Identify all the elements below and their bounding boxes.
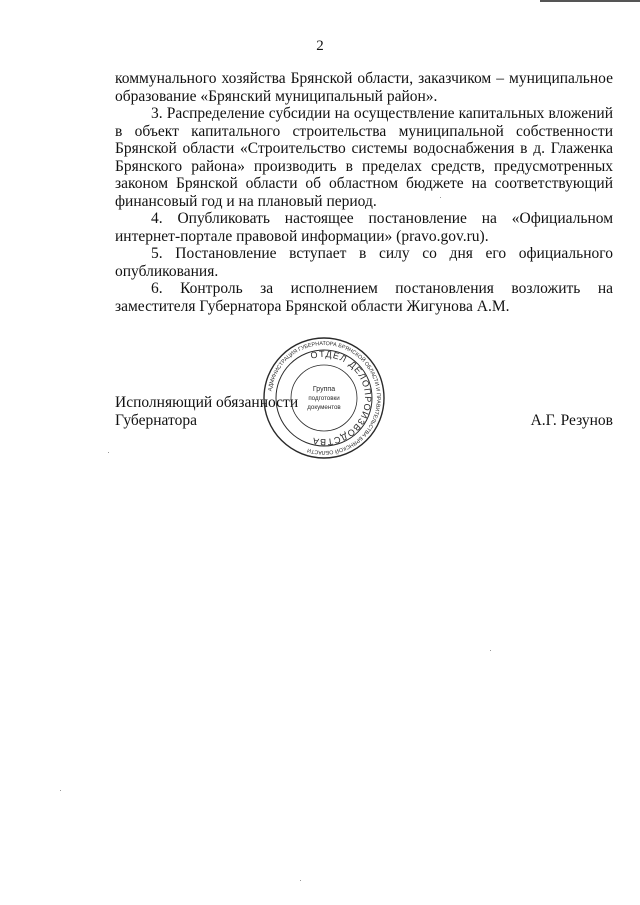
stamp-center-line2: подготовки [308,395,340,402]
document-body [115,70,613,315]
scan-speck [60,790,61,791]
stamp-center-line3: документов [307,404,341,411]
stamp-ring-text: ОТДЕЛ ДЕЛОПРОИЗВОДСТВА [309,348,374,448]
scan-speck [440,197,441,198]
top-edge-rule [540,0,640,2]
paragraph-continuation: коммунального хозяйства Брянской области, заказчиком – муниципальное образование «Брянский муниципальный район». [115,70,613,105]
signatory-position-line2: Губернатора [115,411,197,429]
paragraph-6: 6. Контроль за исполнением постановления возложить на заместителя Губернатора Брянской области Жигунова А.М. [115,280,613,315]
scan-speck [108,452,109,453]
scan-speck [490,650,491,651]
stamp-outer-text: АДМИНИСТРАЦИЯ ГУБЕРНАТОРА БРЯНСКОЙ ОБЛАСТИ И ПРАВИТЕЛЬСТВА БРЯНСКОЙ ОБЛАСТИ [267,340,382,456]
scan-speck [300,880,301,881]
official-stamp [262,336,386,460]
stamp-center-line1: Группа [312,386,336,393]
paragraph-4: 4. Опубликовать настоящее постановление на «Официальном интернет-портале правовой информации» (pravo.gov.ru). [115,210,613,245]
paragraph-3: 3. Распределение субсидии на осуществление капитальных вложений в объект капитального строительства муниципальной собственности Брянской области «Строительство системы водоснабжения в д. Глаженка Брянского района» производить в пределах средств, предусмотренных законом Брянской области об областном бюджете на соответствующий финансовый год и на плановый период. [115,105,613,210]
signatory-name: А.Г. Резунов [530,412,613,429]
signatory-position-line1: Исполняющий обязанности [115,394,299,411]
paragraph-5: 5. Постановление вступает в силу со дня его официального опубликования. [115,245,613,280]
page-number: 2 [316,38,324,54]
